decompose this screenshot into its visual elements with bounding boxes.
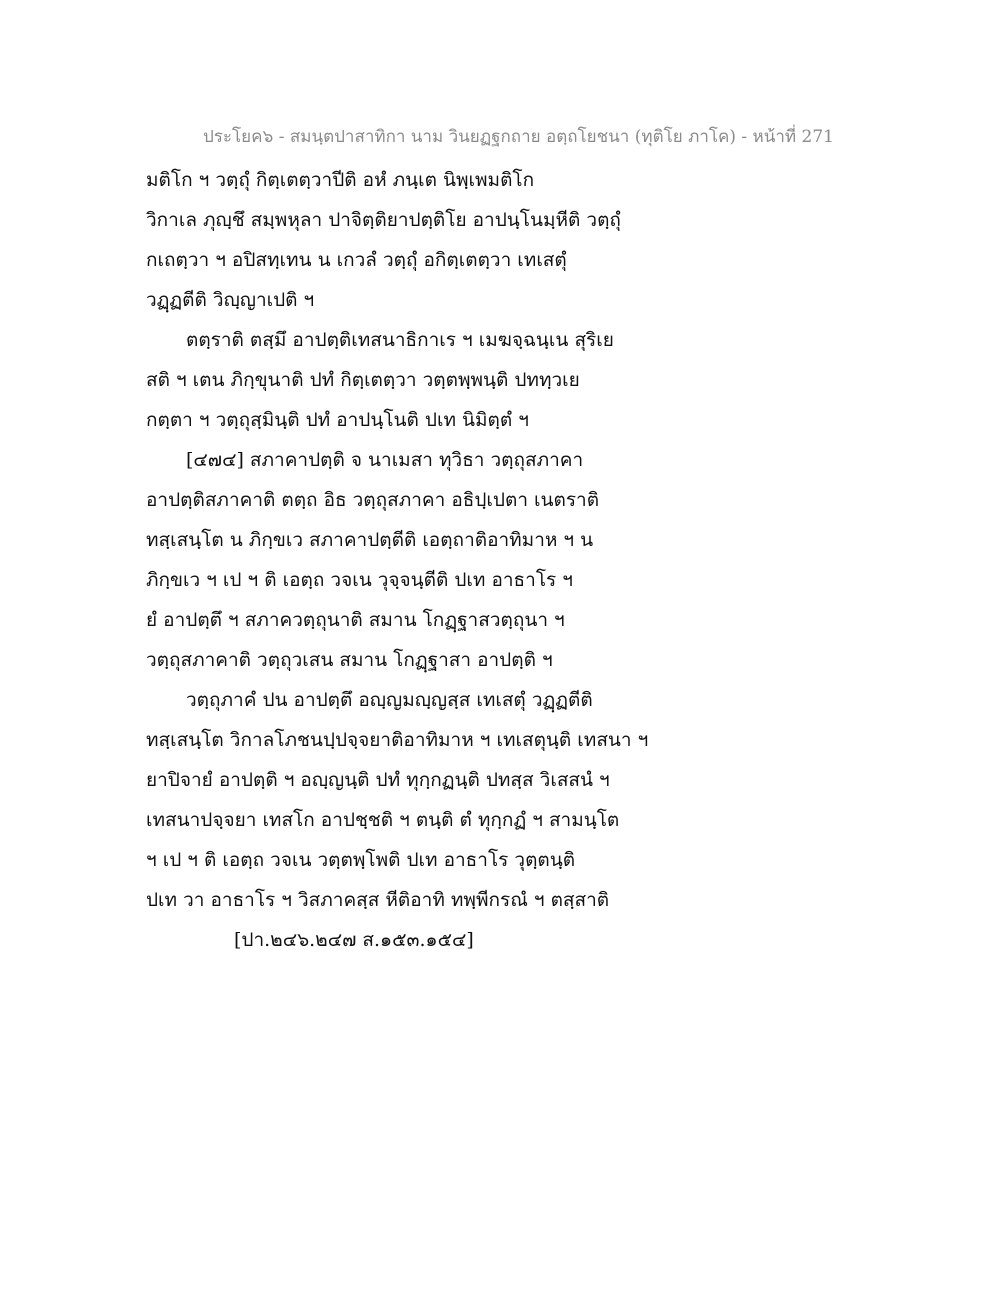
text-line: ยาปิจายํ อาปตฺติ ฯ อญฺญนฺติ ปทํ ทุกฺกฏนฺติ ปทสฺส วิเสสนํ ฯ bbox=[146, 769, 610, 791]
text-line: กตฺตา ฯ วตฺถุสฺมินฺติ ปทํ อาปนฺโนติ ปเท นิมิตฺตํ ฯ bbox=[146, 409, 529, 431]
paragraph-start-line: ตตฺราติ ตสฺมึ อาปตฺติเทสนาธิกาเร ฯ เมฆจฺฉนฺเน สุริเย bbox=[186, 329, 614, 351]
text-line: ยํ อาปตฺตึ ฯ สภาควตฺถุนาติ สมาน โกฏฺฐาสวตฺถุนา ฯ bbox=[146, 609, 565, 631]
text-line: ฯ เป ฯ ติ เอตฺถ วจเน วตฺตพฺโพติ ปเท อาธาโร วุตฺตนฺติ bbox=[146, 849, 576, 871]
text-line: ทสฺเสนฺโต น ภิกฺขเว สภาคาปตฺตีติ เอตฺถาติอาทิมาห ฯ น bbox=[146, 529, 594, 551]
paragraph-start-line: [๔๗๔] สภาคาปตฺติ จ นาเมสา ทุวิธา วตฺถุสภาคา bbox=[186, 449, 584, 471]
text-line: วิกาเล ภุญฺชึ สมฺพหุลา ปาจิตฺติยาปตฺติโย อาปนฺโนมฺหีติ วตฺถุํ bbox=[146, 209, 621, 231]
page-header: ประโยค๖ - สมนฺตปาสาทิกา นาม วินยฏฐกถาย อตฺถโยชนา (ทุติโย ภาโค) - หน้าที่ 271 bbox=[203, 127, 834, 147]
text-line: มติโก ฯ วตฺถุํ กิตฺเตตฺวาปีติ อหํ ภนฺเต นิพฺเพมติโก bbox=[146, 169, 535, 191]
text-line: กเถตฺวา ฯ อปิสทฺเทน น เกวลํ วตฺถุํ อกิตฺเตตฺวา เทเสตุํ bbox=[146, 249, 567, 271]
text-line: วฏฺฏตีติ วิญฺญาเปติ ฯ bbox=[146, 289, 315, 311]
text-line: วตฺถุสภาคาติ วตฺถุวเสน สมาน โกฏฺฐาสา อาปตฺติ ฯ bbox=[146, 649, 553, 671]
text-line: สติ ฯ เตน ภิกฺขุนาติ ปทํ กิตฺเตตฺวา วตฺตพฺพนฺติ ปททฺวเย bbox=[146, 369, 580, 391]
text-line: เทสนาปจฺจยา เทสโก อาปชฺชติ ฯ ตนฺติ ตํ ทุกฺกฏํ ฯ สามนฺโต bbox=[146, 809, 620, 831]
paragraph-start-line: วตฺถุภาคํ ปน อาปตฺตึ อญฺญมญฺญสฺส เทเสตุํ วฏฺฏตีติ bbox=[186, 689, 593, 711]
reference-citation: [ปา.๒๔๖.๒๔๗ ส.๑๕๓.๑๕๔] bbox=[234, 929, 474, 951]
body-text bbox=[146, 160, 666, 960]
text-line: ภิกฺขเว ฯ เป ฯ ติ เอตฺถ วจเน วุจฺจนฺตีติ ปเท อาธาโร ฯ bbox=[146, 569, 573, 591]
text-line: ทสฺเสนฺโต วิกาลโภชนปฺปจฺจยาติอาทิมาห ฯ เทเสตุนฺติ เทสนา ฯ bbox=[146, 729, 649, 751]
text-line: ปเท วา อาธาโร ฯ วิสภาคสฺส หีติอาทิ ทพฺพีกรณํ ฯ ตสฺสาติ bbox=[146, 889, 610, 911]
text-line: อาปตฺติสภาคาติ ตตฺถ อิธ วตฺถุสภาคา อธิปฺเปตา เนตราติ bbox=[146, 489, 600, 511]
